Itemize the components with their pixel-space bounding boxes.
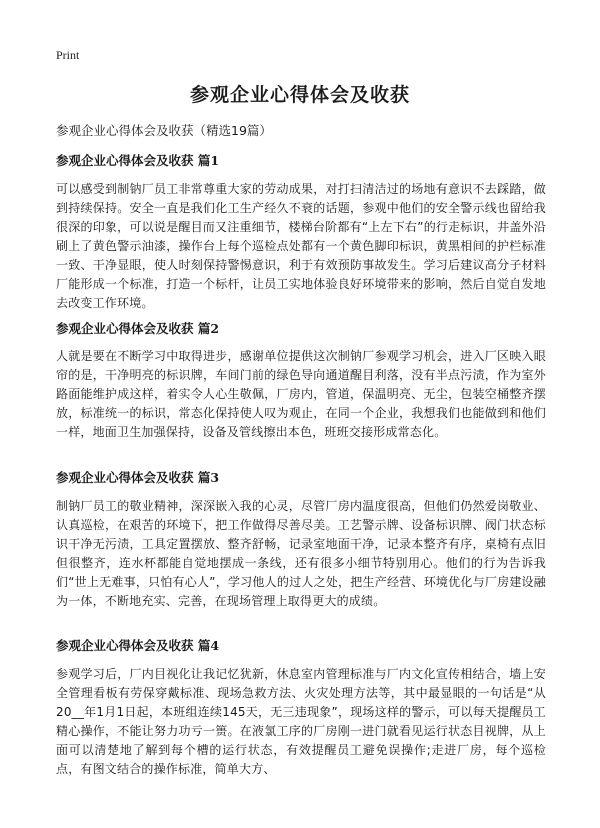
section-body-1: 可以感受到制钠厂员工非常尊重大家的劳动成果，对打扫清洁过的场地有意识不去踩踏，做到持续保持。安全一直是我们化工生产经久不衰的话题，参观中他们的安全警示线也留给我很深的印象，可以说是醒目而又注重细节，楼梯台阶都有“上左下右”的行走标识，井盖外沿刷上了黄色警示油漆，操作台上每个巡检点处都有一个黄色脚印标识，黄黑相间的护栏标准一致、干净显眼，使人时刻保持警惕意识，利于有效预防事故发生。学习后建议高分子材料厂能形成一个标准，打造一个标杆，让员工实地体验良好环境带来的影响，然后自觉自发地去改变工作环境。 [56,182,546,310]
section-heading-2: 参观企业心得体会及收获 篇2 [56,321,220,336]
section-heading-4: 参观企业心得体会及收获 篇4 [56,638,220,653]
section-heading-1: 参观企业心得体会及收获 篇1 [56,153,220,168]
document-subtitle: 参观企业心得体会及收获（精选19篇） [56,123,272,138]
section-body-2: 人就是要在不断学习中取得进步，感谢单位提供这次制钠厂参观学习机会，进入厂区映入眼帘的是，干净明亮的标识牌，车间门前的绿色导向通道醒目利落，没有半点污渍，作为室外路面能维护成这样，着实令人心生敬佩，厂房内，管道，保温明亮、无尘，包装空桶整齐摆放，标准统一的标识，常态化保持使人叹为观止，在同一个企业，我想我们也能做到和他们一样，地面卫生加强保持，设备及管线擦出本色，班班交接形成常态化。 [56,349,546,439]
print-link[interactable]: Print [56,48,80,62]
section-body-3: 制钠厂员工的敬业精神，深深嵌入我的心灵，尽管厂房内温度很高，但他们仍然爱岗敬业、认真巡检，在艰苦的环境下，把工作做得尽善尽美。工艺警示牌、设备标识牌、阀门状态标识干净无污渍，工具定置摆放、整齐舒畅，记录室地面干净，记录本整齐有序，桌椅有点旧但很整齐，连水杯都能自觉地摆成一条线，还有很多小细节特别用心。他们的行为告诉我们“世上无难事，只怕有心人”，学习他人的过人之处，把生产经营、环境优化与厂房建设融为一体，不断地充实、完善，在现场管理上取得更大的成绩。 [56,499,546,608]
document-title: 参观企业心得体会及收获 [189,84,410,106]
section-body-4: 参观学习后，厂内目视化让我记忆犹新，休息室内管理标准与厂内文化宣传相结合，墙上安全管理看板有劳保穿戴标准、现场急救方法、火灾处理方法等，其中最显眼的一句话是“从20__年1月1日起，本班组连续145天，无三违现象”，现场这样的警示，可以每天提醒员工精心操作，不能让努力功亏一篑。在液氯工序的厂房刚一进门就看见运行状态目视牌，从上面可以清楚地了解到每个槽的运行状态，有效提醒员工避免误操作;走进厂房，每个巡检点，有图文结合的操作标准，简单大方、 [56,667,546,776]
section-heading-3: 参观企业心得体会及收获 篇3 [56,470,220,485]
